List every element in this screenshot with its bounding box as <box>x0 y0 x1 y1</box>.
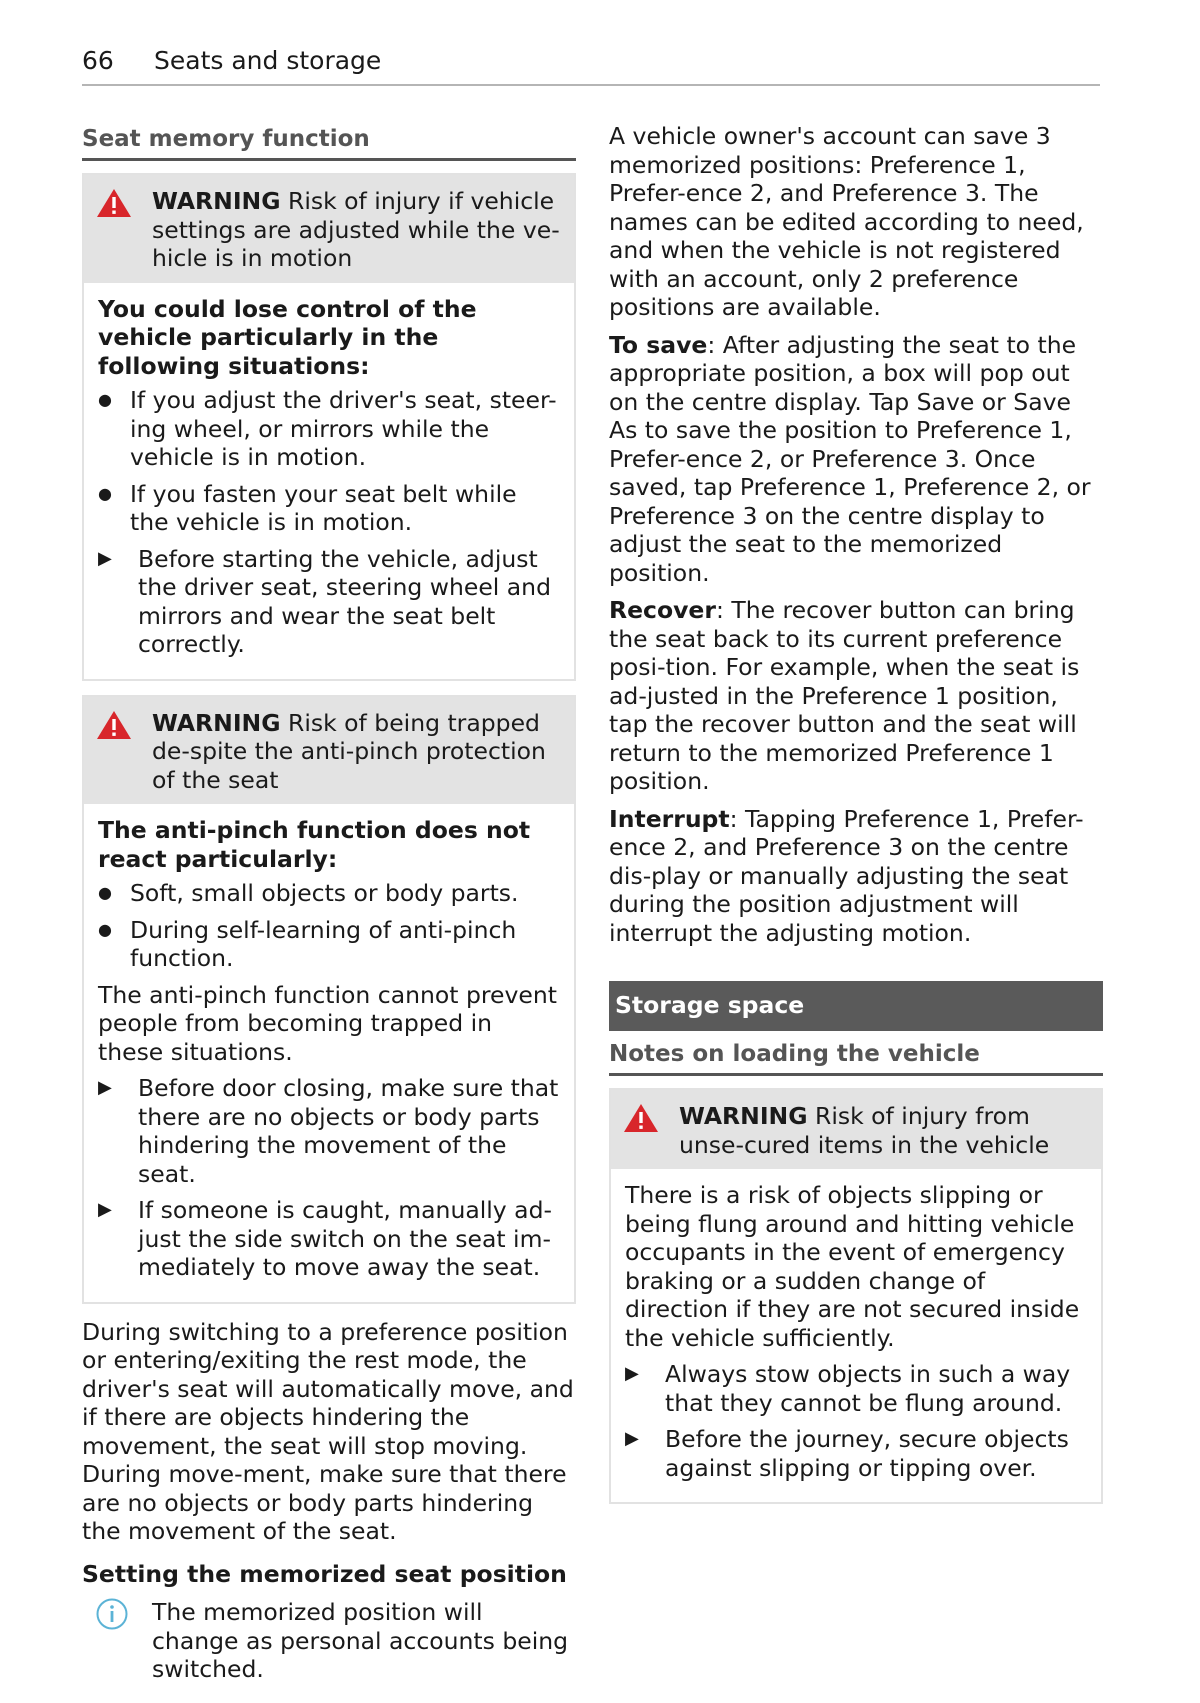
action-item: ▶ Before door closing, make sure that there are no objects or body parts hindering the movement of the seat. <box>98 1074 559 1188</box>
action-item: ▶ If someone is caught, manually ad-just the side switch on the seat im-mediately to move away the seat. <box>98 1196 552 1281</box>
bullet-dot-icon: ● <box>98 883 112 902</box>
left-column <box>82 122 576 1684</box>
warning-header <box>84 175 574 283</box>
list-item: ● If you adjust the driver's seat, steer-ing wheel, or mirrors while the vehicle is in motion. <box>98 386 557 471</box>
page-number: 66 <box>82 46 114 75</box>
action-arrow-icon: ▶ <box>625 1428 639 1449</box>
term-to-save: To save <box>609 330 708 359</box>
section-heading-seat-memory: Seat memory function <box>82 126 576 161</box>
warning-paragraph: The anti-pinch function cannot prevent people from becoming trapped in these situations. <box>98 980 557 1066</box>
recover-paragraph: Recover: The recover button can bring the seat back to its current preference posi-tion. For example, when the seat is ad-justed in the Preference 1 position, tap the recover button and the seat will return to the memorized Preference 1 position. <box>609 596 1080 795</box>
warning-header <box>611 1090 1101 1169</box>
list-item: ● If you fasten your seat belt while the vehicle is in motion. <box>98 479 517 536</box>
warning-body <box>611 1169 1101 1502</box>
warning-word: WARNING <box>152 708 281 737</box>
warning-body <box>84 804 574 1302</box>
action-arrow-icon: ▶ <box>98 547 112 569</box>
warning-box-vehicle-settings <box>82 173 576 681</box>
section-heading-loading: Notes on loading the vehicle <box>609 1041 1103 1076</box>
warning-body <box>84 283 574 679</box>
info-note <box>82 1598 576 1684</box>
section-bar-storage-space: Storage space <box>609 981 1103 1031</box>
to-save-paragraph: To save: After adjusting the seat to the appropriate position, a box will pop out on the centre display. Tap Save or Save As to save the position to Preference 1, Prefer-ence 2, or Preference 3. Once saved, tap Preference 1, Preference 2, or Preference 3 on the centre display to adjust the seat to the memorized position. <box>609 330 1091 587</box>
warning-title: Risk of injury if vehicle settings are adjusted while the ve-hicle is in motion <box>152 187 560 272</box>
warning-lead: The anti-pinch function does not react particularly: <box>98 816 531 873</box>
bullet-dot-icon: ● <box>98 919 112 939</box>
warning-triangle-icon <box>96 188 132 218</box>
action-arrow-icon: ▶ <box>625 1363 639 1384</box>
bullet-dot-icon: ● <box>98 483 112 503</box>
list-item: ● During self-learning of anti-pinch function. <box>98 915 517 972</box>
warning-header <box>84 697 574 805</box>
info-note-text: The memorized position will change as personal accounts being switched. <box>152 1598 569 1683</box>
warning-triangle-icon <box>623 1103 659 1133</box>
warning-title: Risk of injury from unse-cured items in the vehicle <box>679 1102 1050 1159</box>
bullet-dot-icon: ● <box>98 390 112 409</box>
action-item: ▶ Before the journey, secure objects against slipping or tipping over. <box>625 1425 1069 1482</box>
term-recover: Recover <box>609 596 716 624</box>
list-item: ● Soft, small objects or body parts. <box>98 879 519 907</box>
action-arrow-icon: ▶ <box>98 1199 112 1220</box>
warning-box-unsecured-items <box>609 1088 1103 1504</box>
info-icon <box>96 1598 132 1630</box>
warning-paragraph: There is a risk of objects slipping or being flung around and hitting vehicle occupants in the event of emergency braking or a sudden change of direction if they are not secured inside the vehicle sufficiently. <box>625 1181 1080 1352</box>
warning-word: WARNING <box>679 1102 808 1130</box>
term-interrupt: Interrupt <box>609 804 730 833</box>
page-header <box>82 46 1100 86</box>
warning-box-anti-pinch <box>82 695 576 1304</box>
warning-lead: You could lose control of the vehicle particularly in the following situations: <box>98 294 477 380</box>
interrupt-paragraph: Interrupt: Tapping Preference 1, Prefer-ence 2, and Preference 3 on the centre dis-play or manually adjusting the seat during the position adjustment will interrupt the adjusting motion. <box>609 804 1084 947</box>
subheading-memorized-position: Setting the memorized seat position <box>82 1559 567 1588</box>
action-item: ▶ Always stow objects in such a way that they cannot be flung around. <box>625 1360 1071 1417</box>
warning-triangle-icon <box>96 710 132 740</box>
action-arrow-icon: ▶ <box>98 1077 112 1098</box>
chapter-title: Seats and storage <box>154 46 382 75</box>
action-item: ▶ Before starting the vehicle, adjust the driver seat, steering wheel and mirrors and wear the seat belt correctly. <box>98 544 551 658</box>
body-paragraph: A vehicle owner's account can save 3 memorized positions: Preference 1, Prefer-ence 2, and Preference 3. The names can be edited according to need, and when the vehicle is not registered with an account, only 2 preference positions are available. <box>609 122 1084 321</box>
warning-word: WARNING <box>152 187 281 215</box>
body-paragraph: During switching to a preference position or entering/exiting the rest mode, the driver's seat will automatically move, and if there are objects hindering the movement, the seat will stop moving. During move-ment, make sure that there are no objects or body parts hindering the movement of the seat. <box>82 1317 574 1545</box>
right-column <box>609 122 1103 1518</box>
warning-title: Risk of being trapped de-spite the anti-pinch protection of the seat <box>152 708 546 794</box>
